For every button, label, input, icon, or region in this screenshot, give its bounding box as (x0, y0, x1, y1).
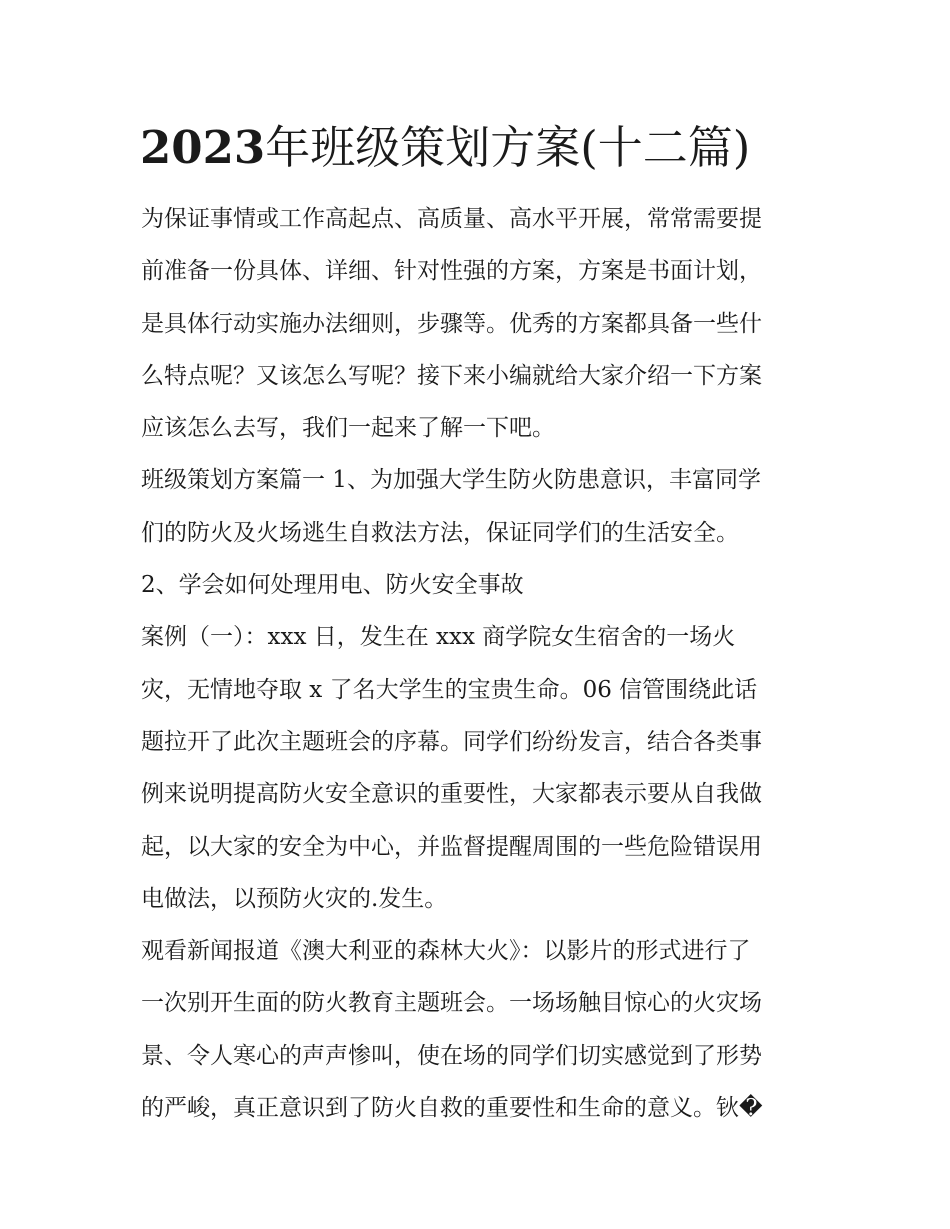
body-line: 是具体行动实施办法细则，步骤等。优秀的方案都具备一些什 (141, 310, 762, 337)
body-line: 观看新闻报道《澳大利亚的森林大火》：以影片的形式进行了 (141, 938, 751, 965)
body-line: 电做法，以预防火灾的.发生。 (141, 885, 448, 912)
body-line: 的严峻，真正意识到了防火自救的重要性和生命的意义。钬� (141, 1095, 763, 1122)
body-line: 前准备一份具体、详细、针对性强的方案，方案是书面计划， (141, 258, 762, 285)
body-line: 案例（一）：xxx 日，发生在 xxx 商学院女生宿舍的一场火 (141, 624, 736, 651)
body-line: 起，以大家的安全为中心，并监督提醒周围的一些危险错误用 (141, 833, 762, 860)
title-text: 年班级策划方案(十二篇) (265, 121, 751, 174)
body-line: 么特点呢？又该怎么写呢？接下来小编就给大家介绍一下方案 (141, 362, 762, 389)
document-body (141, 193, 821, 1134)
title-year: 2023 (140, 121, 266, 174)
body-line: 例来说明提高防火安全意识的重要性，大家都表示要从自我做 (141, 781, 762, 808)
body-line: 灾，无情地夺取 x 了名大学生的宝贵生命。06 信管围绕此话 (141, 676, 758, 703)
body-line: 题拉开了此次主题班会的序幕。同学们纷纷发言，结合各类事 (141, 728, 762, 755)
body-line: 景、令人寒心的声声惨叫，使在场的同学们切实感觉到了形势 (141, 1042, 762, 1069)
body-line: 2、学会如何处理用电、防火安全事故 (141, 572, 524, 599)
body-line: 应该怎么去写，我们一起来了解一下吧。 (141, 415, 555, 442)
body-line: 班级策划方案篇一 1、为加强大学生防火防患意识，丰富同学 (141, 467, 761, 494)
body-line: 为保证事情或工作高起点、高质量、高水平开展，常常需要提 (141, 206, 762, 232)
body-line: 一次别开生面的防火教育主题班会。一场场触目惊心的火灾场 (141, 990, 762, 1017)
body-line: 们的防火及火场逃生自救法方法，保证同学们的生活安全。 (141, 519, 739, 546)
document-title (140, 117, 840, 179)
